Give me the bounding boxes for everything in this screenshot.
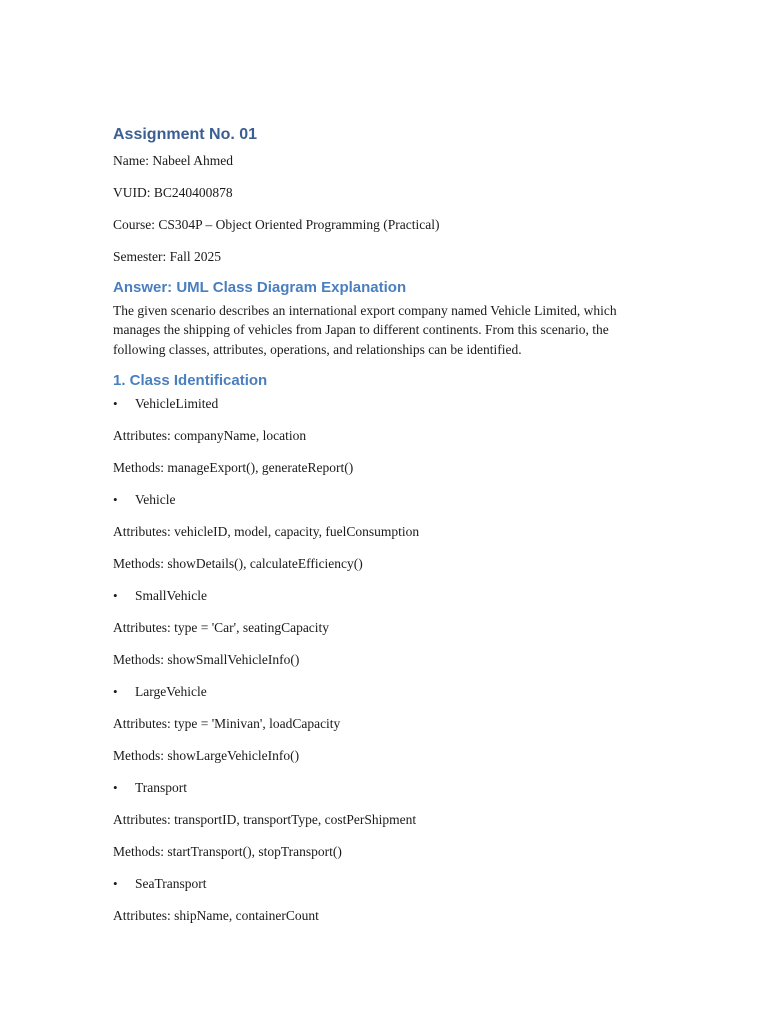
semester-info: Semester: Fall 2025 [113, 249, 221, 264]
class-item-seatransport [113, 874, 653, 894]
class-name: SmallVehicle [135, 588, 207, 603]
class-name: VehicleLimited [135, 396, 219, 411]
bullet-icon: • [113, 780, 118, 795]
answer-heading: Answer: UML Class Diagram Explanation [113, 278, 407, 296]
class-name: Transport [135, 780, 188, 795]
class-methods: Methods: showSmallVehicleInfo() [113, 652, 300, 667]
class-name: SeaTransport [135, 876, 207, 891]
class-methods: Methods: startTransport(), stopTransport() [113, 844, 342, 859]
class-name: LargeVehicle [135, 684, 207, 699]
bullet-icon: • [113, 876, 118, 891]
class-item-vehicle [113, 490, 653, 510]
section-class-identification-heading: 1. Class Identification [113, 372, 268, 389]
class-attributes: Attributes: shipName, containerCount [113, 908, 319, 923]
student-info [113, 151, 653, 267]
bullet-icon: • [113, 684, 118, 699]
document-page [113, 124, 653, 938]
class-list [113, 394, 653, 926]
student-name: Name: Nabeel Ahmed [113, 153, 233, 168]
class-attributes: Attributes: type = 'Car', seatingCapacity [113, 620, 330, 635]
bullet-icon: • [113, 396, 118, 411]
class-item-transport [113, 778, 653, 798]
class-methods: Methods: showDetails(), calculateEfficiency() [113, 556, 363, 571]
class-attributes: Attributes: companyName, location [113, 428, 307, 443]
class-methods: Methods: showLargeVehicleInfo() [113, 748, 300, 763]
intro-paragraph: The given scenario describes an international export company named Vehicle Limited, which manages the shipping of vehicles from Japan to different continents. From this scenario, the following classes, attributes, operations, and relationships can be identified. [113, 302, 617, 357]
student-vuid: VUID: BC240400878 [113, 185, 233, 200]
class-attributes: Attributes: type = 'Minivan', loadCapacity [113, 716, 341, 731]
class-item-vehiclelimited [113, 394, 653, 414]
assignment-title: Assignment No. 01 [113, 126, 258, 143]
class-attributes: Attributes: vehicleID, model, capacity, fuelConsumption [113, 524, 420, 539]
bullet-icon: • [113, 588, 118, 603]
class-methods: Methods: manageExport(), generateReport() [113, 460, 354, 475]
class-item-smallvehicle [113, 586, 653, 606]
course-info: Course: CS304P – Object Oriented Programming (Practical) [113, 217, 440, 232]
class-attributes: Attributes: transportID, transportType, costPerShipment [113, 812, 417, 827]
bullet-icon: • [113, 492, 118, 507]
class-item-largevehicle [113, 682, 653, 702]
class-name: Vehicle [135, 492, 176, 507]
